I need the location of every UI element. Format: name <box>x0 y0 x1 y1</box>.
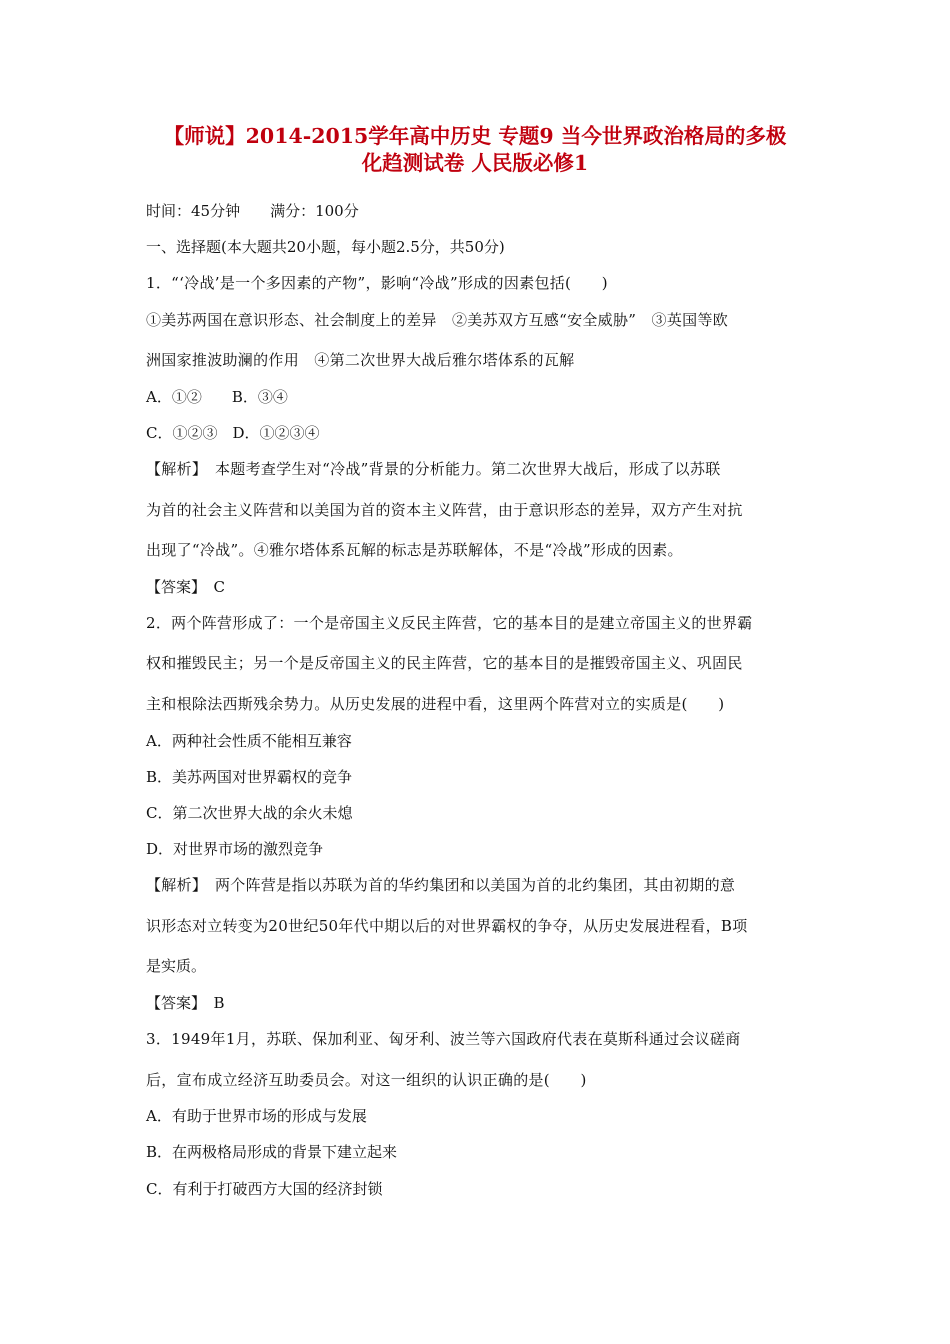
q1-items-line-2: 洲国家推波助澜的作用 ④第二次世界大战后雅尔塔体系的瓦解 <box>146 351 575 369</box>
q1-items-line-1: ①美苏两国在意识形态、社会制度上的差异 ②美苏双方互感“安全威胁” ③英国等欧 <box>146 311 729 329</box>
q3-option-a: A．有助于世界市场的形成与发展 <box>146 1107 367 1125</box>
q3-option-b: B．在两极格局形成的背景下建立起来 <box>146 1143 398 1161</box>
q2-stem-line-2: 权和摧毁民主；另一个是反帝国主义的民主阵营，它的基本目的是摧毁帝国主义、巩固民 <box>146 654 743 672</box>
q1-options-cd: C．①②③ D．①②③④ <box>146 424 320 442</box>
q2-stem-line-1: 2．两个阵营形成了：一个是帝国主义反民主阵营，它的基本目的是建立帝国主义的世界霸 <box>146 614 753 632</box>
title-line-2: 化趋测试卷 人民版必修1 <box>361 151 589 175</box>
q2-option-a: A．两种社会性质不能相互兼容 <box>146 732 352 750</box>
q2-analysis-line-3: 是实质。 <box>146 957 207 975</box>
section-heading: 一、选择题(本大题共20小题，每小题2.5分，共50分) <box>146 238 505 256</box>
q2-option-d: D．对世界市场的激烈竞争 <box>146 840 324 858</box>
q1-analysis-line-1: 【解析】 本题考查学生对“冷战”背景的分析能力。第二次世界大战后，形成了以苏联 <box>146 460 721 478</box>
q3-stem-line-2: 后，宣布成立经济互助委员会。对这一组织的认识正确的是( ) <box>146 1071 587 1089</box>
q1-stem: 1．“‘冷战’是一个多因素的产物”，影响“冷战”形成的因素包括( ) <box>146 274 608 292</box>
q1-options-ab: A．①② B．③④ <box>146 388 288 406</box>
q2-option-b: B．美苏两国对世界霸权的竞争 <box>146 768 353 786</box>
q1-analysis-line-2: 为首的社会主义阵营和以美国为首的资本主义阵营，由于意识形态的差异，双方产生对抗 <box>146 501 743 519</box>
q2-answer: 【答案】 B <box>146 994 225 1012</box>
q1-analysis-line-3: 出现了“冷战”。④雅尔塔体系瓦解的标志是苏联解体，不是“冷战”形成的因素。 <box>146 541 683 559</box>
document-title <box>100 123 850 177</box>
q3-stem-line-1: 3．1949年1月，苏联、保加利亚、匈牙利、波兰等六国政府代表在莫斯科通过会议磋商 <box>146 1030 741 1048</box>
q2-analysis-line-2: 识形态对立转变为20世纪50年代中期以后的对世界霸权的争夺，从历史发展进程看，B项 <box>146 917 748 935</box>
exam-meta: 时间：45分钟 满分：100分 <box>146 202 359 220</box>
q1-answer: 【答案】 C <box>146 578 225 596</box>
q2-option-c: C．第二次世界大战的余火未熄 <box>146 804 353 822</box>
q3-option-c: C．有利于打破西方大国的经济封锁 <box>146 1180 383 1198</box>
q2-analysis-line-1: 【解析】 两个阵营是指以苏联为首的华约集团和以美国为首的北约集团，其由初期的意 <box>146 876 736 894</box>
title-line-1: 【师说】2014-2015学年高中历史 专题9 当今世界政治格局的多极 <box>163 124 787 148</box>
q2-stem-line-3: 主和根除法西斯残余势力。从历史发展的进程中看，这里两个阵营对立的实质是( ) <box>146 695 725 713</box>
